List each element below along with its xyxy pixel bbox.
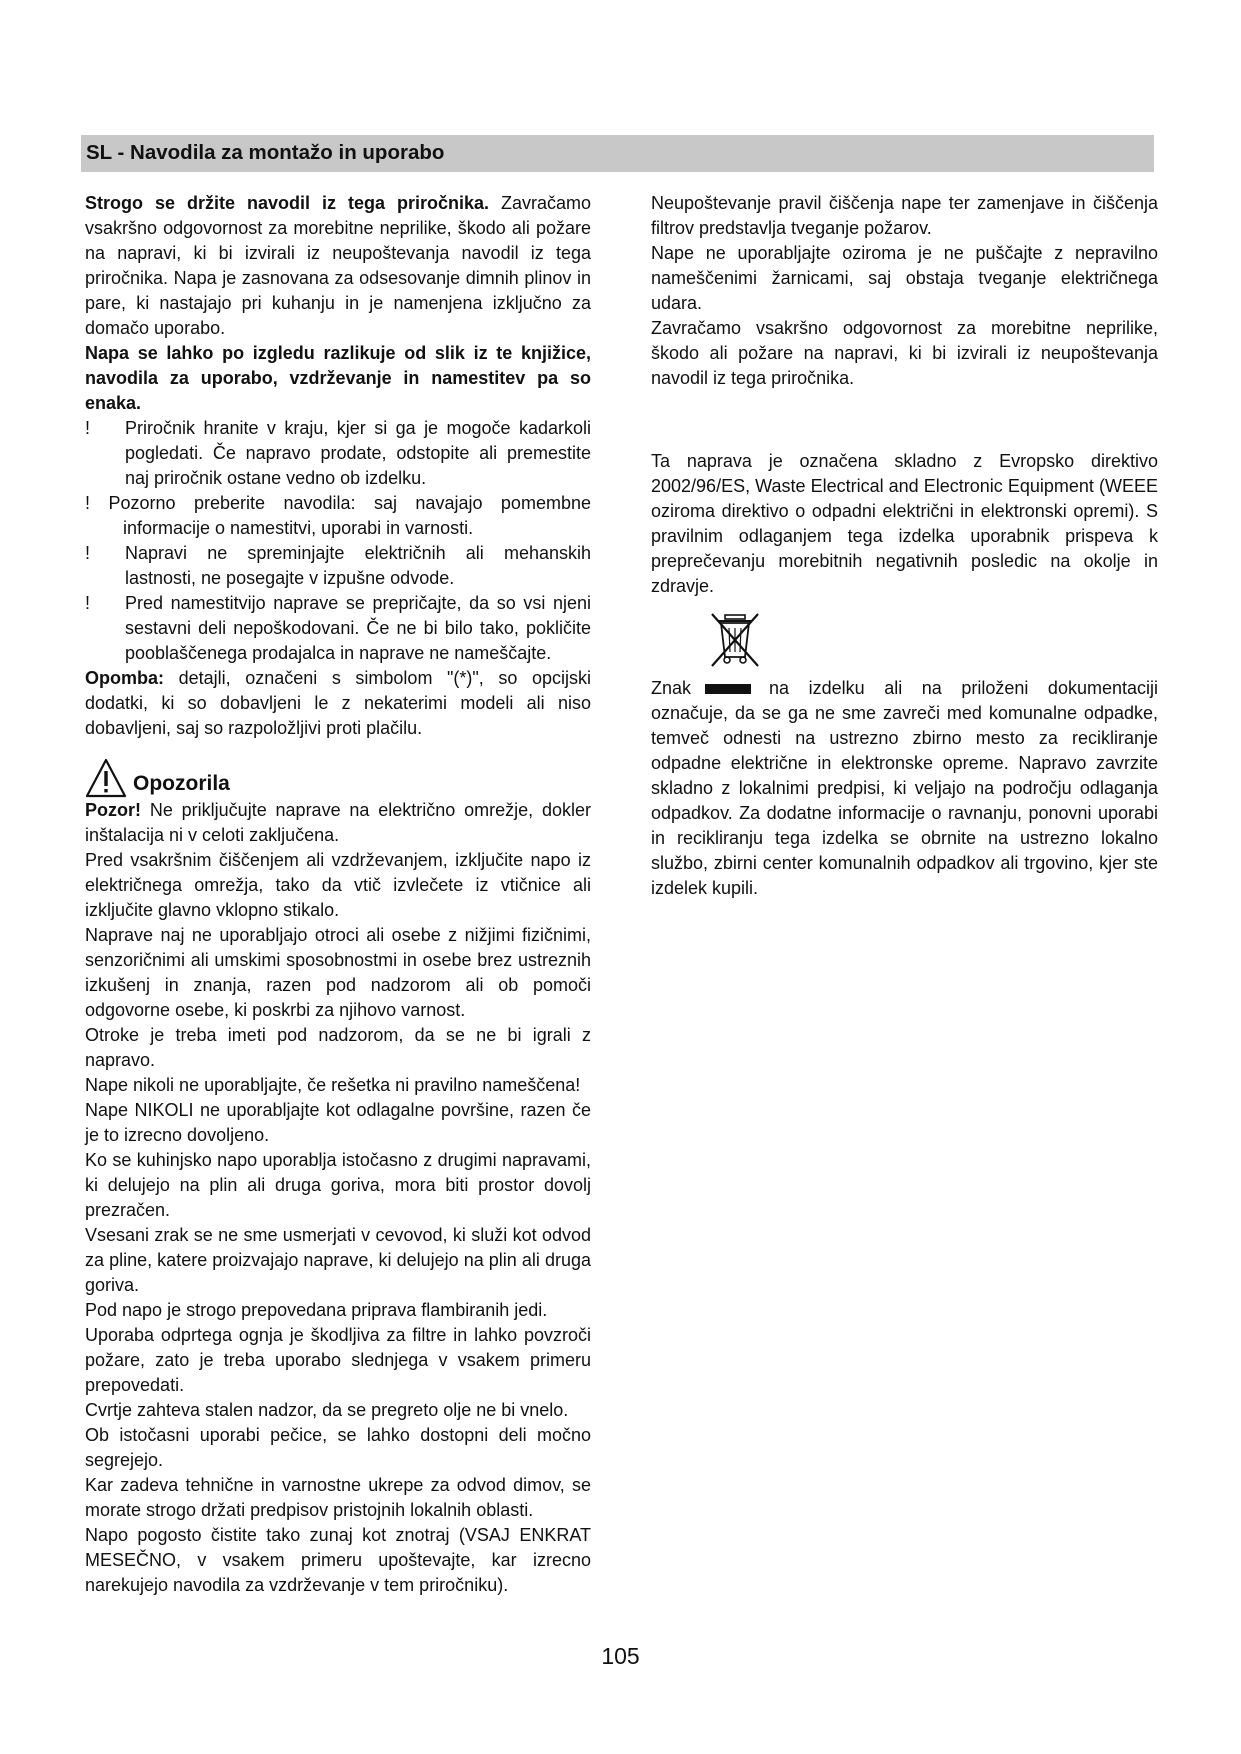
crossed-out-wheelie-bin-icon xyxy=(706,610,764,668)
warning-paragraph: Nape NIKOLI ne uporabljajte kot odlagalne površine, razen če je to izrecno dovoljeno. xyxy=(85,1100,591,1145)
appearance-note: Napa se lahko po izgledu razlikuje od slik iz te knjižice, navodila za uporabo, vzdrževanje in namestitev pa so enaka. xyxy=(85,343,591,413)
warning-paragraph: Pred vsakršnim čiščenjem ali vzdrževanjem, izključite napo iz električnega omrežja, tako da vtič izvlečete iz vtičnice ali izključite glavno vklopno stikalo. xyxy=(85,850,591,920)
exclamation-icon: ! xyxy=(85,493,91,513)
warning-paragraph: Uporaba odprtega ognja je škodljiva za filtre in lahko povzroči požare, zato je treba uporabo slednjega v vsakem primeru prepovedati. xyxy=(85,1325,591,1395)
znak-paragraph: Znak na izdelku ali na priloženi dokumentaciji označuje, da se ga ne sme zavreči med komunalne odpadke, temveč odnesti na ustrezno zbirno mesto za recikliranje odpadne električne in elektronske opreme. Napravo zavrzite skladno z lokalnimi predpisi, ki veljajo na področju odlaganja odpadkov. Za dodatne informacije o ravnanju, ponovni uporabi in recikliranju tega izdelka se obrnite na ustrezno lokalno službo, zbirni center komunalnih odpadkov ali trgovino, kjer ste izdelek kupili. xyxy=(651,678,1158,898)
bullet-item: ! Pozorno preberite navodila: saj navajajo pomembne informacije o namestitvi, uporabi in varnosti. xyxy=(85,493,591,538)
warning-paragraph: Naprave naj ne uporabljajo otroci ali osebe z nižjimi fizičnimi, senzoričnimi ali umskimi sposobnostmi in osebe brez ustreznih izkušenj in znanja, razen pod nadzorom ali ob pomoči odgovorne osebe, ki poskrbi za njihovo varnost. xyxy=(85,925,591,1020)
exclamation-icon: ! xyxy=(85,543,91,563)
warning-paragraph: Cvrtje zahteva stalen nadzor, da se pregreto olje ne bi vnelo. xyxy=(85,1400,569,1420)
exclamation-icon: ! xyxy=(85,418,91,438)
bullet-item: ! Napravi ne spreminjajte električnih ali mehanskih lastnosti, ne posegajte v izpušne odvode. xyxy=(85,543,591,588)
section-title: SL - Navodila za montažo in uporabo xyxy=(86,141,445,164)
intro-bold: Strogo se držite navodil iz tega priročnika. xyxy=(85,193,489,213)
page-number: 105 xyxy=(601,1643,640,1669)
warning-paragraph: Nape nikoli ne uporabljajte, če rešetka ni pravilno nameščena! xyxy=(85,1075,581,1095)
warning-triangle-icon xyxy=(85,758,127,798)
pozor-paragraph: Pozor! Ne priključujte naprave na električno omrežje, dokler inštalacija ni v celoti zaključena. xyxy=(85,800,591,845)
note-paragraph: Opomba: detajli, označeni s simbolom "(*)", so opcijski dodatki, ki so dobavljeni le z nekaterimi modeli ali niso dobavljeni, saj so razpoložljivi proti plačilu. xyxy=(85,668,591,738)
warning-paragraph: Ob istočasni uporabi pečice, se lahko dostopni deli močno segrejejo. xyxy=(85,1425,591,1470)
warning-paragraph: Ko se kuhinjsko napo uporablja istočasno z drugimi napravami, ki delujejo na plin ali druga goriva, mora biti prostor dovolj prezračen. xyxy=(85,1150,591,1220)
warning-paragraph: Pod napo je strogo prepovedana priprava flambiranih jedi. xyxy=(85,1300,548,1320)
warning-paragraph: Napo pogosto čistite tako zunaj kot znotraj (VSAJ ENKRAT MESEČNO, v vsakem primeru upoštevajte, kar izrecno narekujejo navodila za vzdrževanje v tem priročniku). xyxy=(85,1525,591,1595)
spacer xyxy=(651,391,1158,449)
warnings-title: Opozorila xyxy=(133,772,230,795)
right-paragraph: Nape ne uporabljajte oziroma je ne puščajte z nepravilno nameščenimi žarnicami, saj obstaja tveganje električnega udara. xyxy=(651,243,1158,313)
bullet-item: ! Pred namestitvijo naprave se prepričajte, da so vsi njeni sestavni deli nepoškodovani. Če ne bi bilo tako, pokličite pooblaščenega prodajalca in naprave ne nameščajte. xyxy=(85,593,591,663)
left-column xyxy=(85,191,591,1598)
warning-paragraph: Otroke je treba imeti pod nadzorom, da se ne bi igrali z napravo. xyxy=(85,1025,591,1070)
warning-paragraph: Kar zadeva tehnične in varnostne ukrepe za odvod dimov, se morate strogo držati predpisov pristojnih lokalnih oblasti. xyxy=(85,1475,591,1520)
black-bar-symbol xyxy=(705,684,751,694)
note-label: Opomba: xyxy=(85,668,164,688)
weee-paragraph: Ta naprava je označena skladno z Evropsko direktivo 2002/96/ES, Waste Electrical and Electronic Equipment (WEEE oziroma direktivo o odpadni električni in elektronski opremi). S pravilnim odlaganjem tega izdelka uporabnik prispeva k preprečevanju morebitnih negativnih posledic na okolje in zdravje. xyxy=(651,451,1158,596)
warning-paragraph: Vsesani zrak se ne sme usmerjati v cevovod, ki služi kot odvod za pline, katere proizvajajo naprave, ki delujejo na plin ali druga goriva. xyxy=(85,1225,591,1295)
right-column xyxy=(651,191,1158,901)
bullet-item: ! Priročnik hranite v kraju, kjer si ga je mogoče kadarkoli pogledati. Če napravo prodate, odstopite ali premestite naj priročnik ostane vedno ob izdelku. xyxy=(85,418,591,488)
right-paragraph: Zavračamo vsakršno odgovornost za morebitne neprilike, škodo ali požare na napravi, ki bi izvirali iz neupoštevanja navodil iz tega priročnika. xyxy=(651,318,1158,388)
intro-text: Zavračamo vsakršno odgovornost za morebitne neprilike, škodo ali požare na napravi, ki bi izvirali iz neupoštevanja navodil iz tega priročnika. Napa je zasnovana za odsesovanje dimnih plinov in pare, ki nastajajo pri kuhanju in je namenjena izključno za domačo uporabo. xyxy=(85,193,591,338)
warnings-heading xyxy=(85,755,591,798)
pozor-label: Pozor! xyxy=(85,800,141,820)
exclamation-icon: ! xyxy=(85,593,91,613)
right-paragraph: Neupoštevanje pravil čiščenja nape ter zamenjave in čiščenja filtrov predstavlja tveganje požarov. xyxy=(651,193,1158,238)
intro-paragraph xyxy=(85,191,591,341)
znak-word: Znak xyxy=(651,678,692,698)
